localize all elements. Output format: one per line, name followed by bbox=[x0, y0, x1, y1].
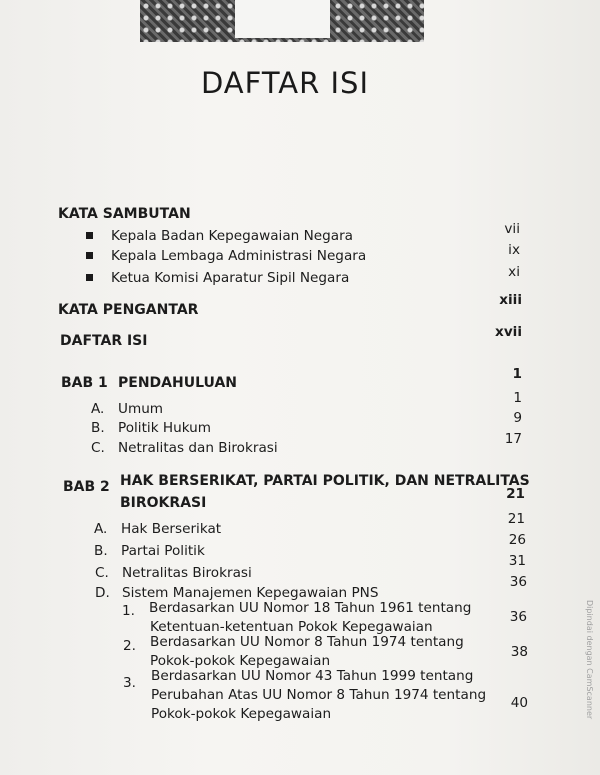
toc-item-label: Sistem Manajemen Kepegawaian PNS bbox=[122, 585, 379, 601]
toc-item-label: Kepala Lembaga Administrasi Negara bbox=[111, 248, 367, 264]
toc-item-letter: A. bbox=[94, 521, 108, 537]
toc-chapter-number: BAB 2 bbox=[63, 479, 110, 495]
toc-page-number: xvii bbox=[495, 324, 522, 340]
toc-page-number: 36 bbox=[509, 609, 527, 625]
toc-item-label: Kepala Badan Kepegawaian Negara bbox=[111, 228, 353, 244]
toc-page-number: 31 bbox=[508, 553, 526, 569]
toc-page-number: 38 bbox=[510, 644, 528, 660]
toc-item bbox=[86, 228, 353, 244]
toc-subitem-number: 2. bbox=[123, 638, 136, 654]
toc-heading-pengantar: KATA PENGANTAR bbox=[58, 302, 199, 318]
toc-page-number: 9 bbox=[513, 410, 522, 426]
bullet-icon bbox=[86, 274, 93, 281]
bullet-icon bbox=[86, 252, 93, 259]
toc-chapter-title: BIROKRASI bbox=[120, 495, 207, 511]
toc-item-letter: B. bbox=[91, 420, 105, 436]
toc-item-letter: C. bbox=[91, 440, 105, 456]
toc-subitem-number: 3. bbox=[123, 675, 136, 691]
toc-item-letter: A. bbox=[91, 401, 105, 417]
toc-page-number: ix bbox=[508, 242, 520, 258]
toc-item-letter: C. bbox=[95, 565, 109, 581]
toc-subitem-label: Pokok-pokok Kepegawaian bbox=[151, 706, 332, 722]
toc-chapter-number: BAB 1 bbox=[61, 375, 108, 391]
toc-page-number: 21 bbox=[506, 486, 525, 502]
toc-page-number: 40 bbox=[510, 695, 528, 711]
toc-page-number: 1 bbox=[512, 366, 522, 382]
toc-item-letter: D. bbox=[95, 585, 110, 601]
toc-item-letter: B. bbox=[94, 543, 108, 559]
page-title: DAFTAR ISI bbox=[200, 66, 369, 100]
bullet-icon bbox=[86, 232, 93, 239]
toc-item-label: Ketua Komisi Aparatur Sipil Negara bbox=[111, 270, 350, 286]
toc-item-label: Partai Politik bbox=[121, 543, 205, 559]
toc-item-label: Umum bbox=[118, 401, 164, 417]
toc-subitem-label: Ketentuan-ketentuan Pokok Kepegawaian bbox=[150, 619, 433, 635]
toc-page-number: 1 bbox=[513, 390, 522, 406]
toc-page-number: 26 bbox=[508, 532, 526, 548]
toc-page-number: vii bbox=[504, 221, 520, 237]
scanner-watermark: Dipindai dengan CamScanner bbox=[585, 600, 594, 720]
toc-subitem-label: Perubahan Atas UU Nomor 8 Tahun 1974 tentang bbox=[151, 687, 487, 703]
toc-item-label: Netralitas dan Birokrasi bbox=[118, 440, 278, 456]
toc-item-label: Netralitas Birokrasi bbox=[122, 565, 252, 581]
toc-chapter-title: HAK BERSERIKAT, PARTAI POLITIK, DAN NETRALITAS bbox=[120, 473, 530, 489]
toc-heading-sambutan: KATA SAMBUTAN bbox=[58, 206, 191, 222]
toc-page-number: xiii bbox=[499, 292, 522, 308]
toc-page-number: 21 bbox=[507, 511, 525, 527]
toc-subitem-number: 1. bbox=[122, 603, 135, 619]
toc-subitem-label: Berdasarkan UU Nomor 8 Tahun 1974 tentang bbox=[150, 634, 464, 650]
toc-item-label: Hak Berserikat bbox=[121, 521, 222, 537]
toc-item bbox=[86, 270, 349, 286]
toc-subitem-label: Berdasarkan UU Nomor 43 Tahun 1999 tentang bbox=[151, 668, 474, 684]
toc-page-number: 36 bbox=[509, 574, 527, 590]
toc-chapter-title: PENDAHULUAN bbox=[118, 375, 237, 391]
toc-subitem-label: Pokok-pokok Kepegawaian bbox=[150, 653, 331, 669]
toc-page-number: xi bbox=[508, 264, 520, 280]
toc-subitem-label: Berdasarkan UU Nomor 18 Tahun 1961 tentang bbox=[149, 600, 472, 616]
toc-heading-daftar-isi: DAFTAR ISI bbox=[60, 333, 148, 349]
toc-item-label: Politik Hukum bbox=[118, 420, 212, 436]
toc-page-number: 17 bbox=[504, 431, 522, 447]
toc-item bbox=[86, 248, 366, 264]
